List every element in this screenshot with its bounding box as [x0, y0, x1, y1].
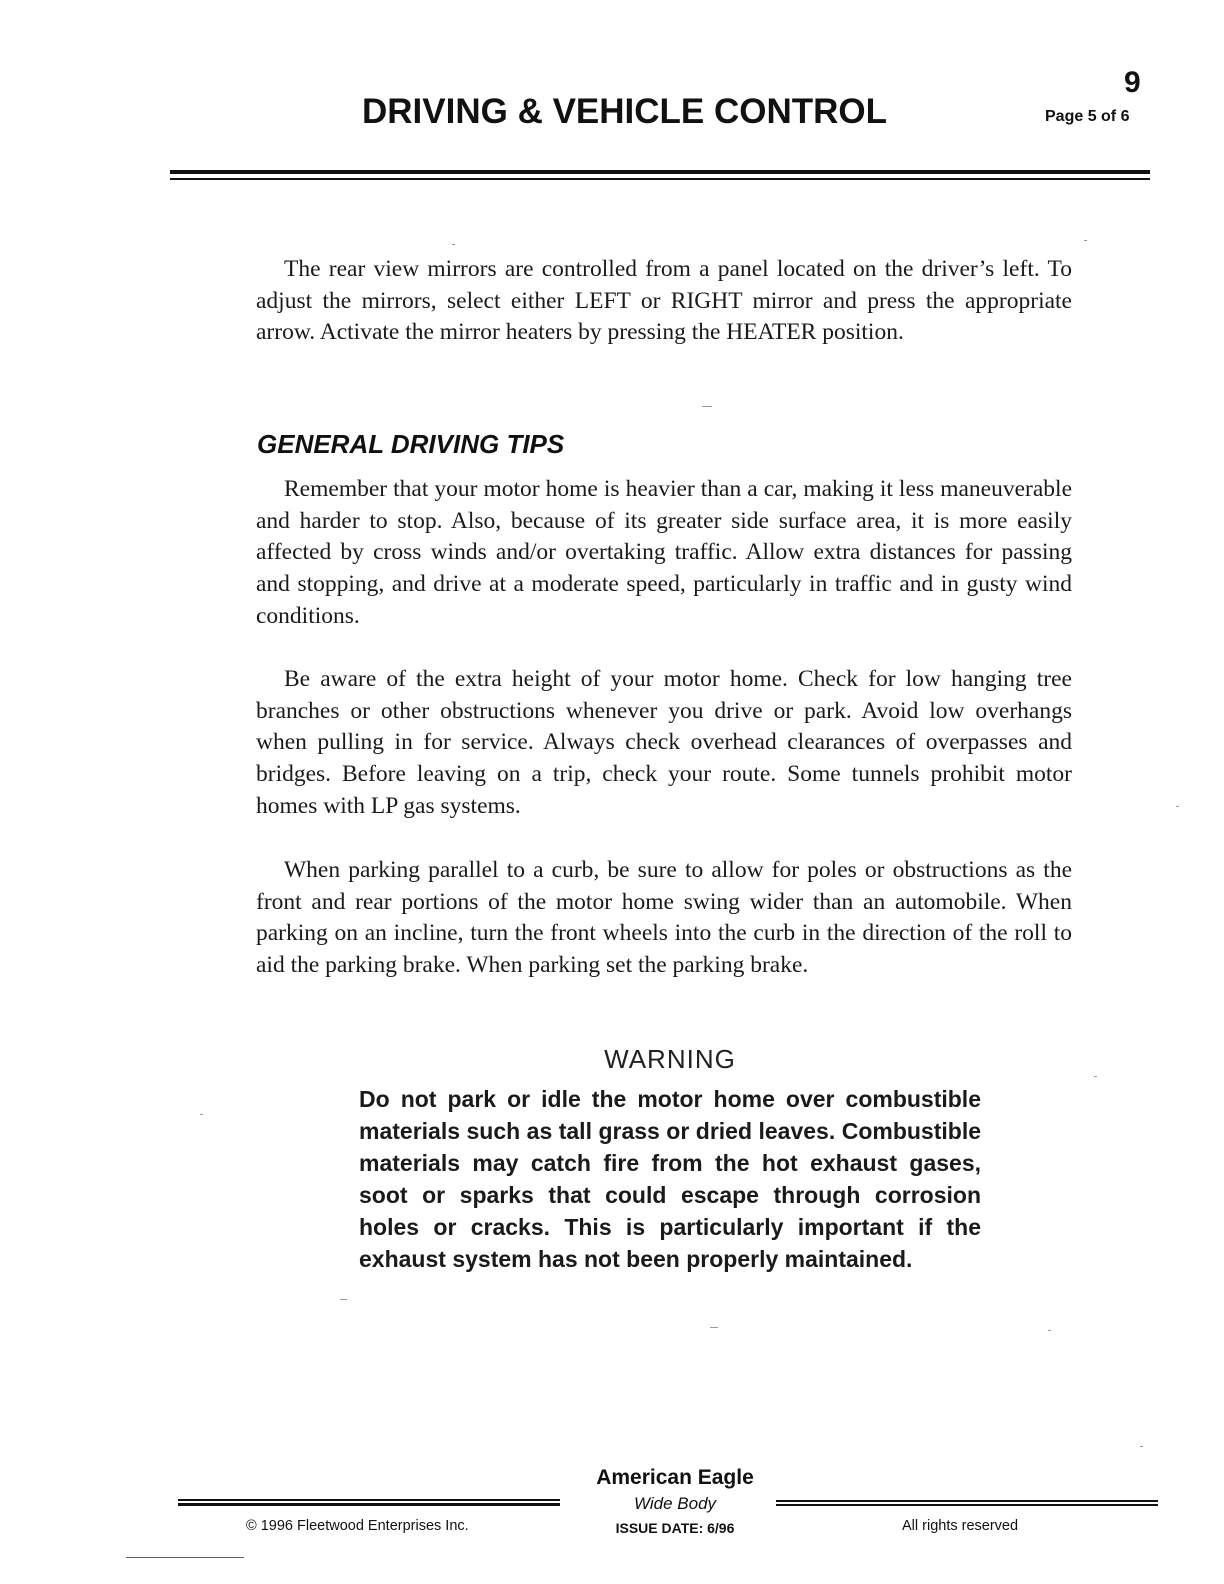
scan-speck: [340, 1299, 347, 1300]
header-rule-thin: [170, 178, 1150, 180]
scan-speck: [702, 406, 712, 407]
scan-speck: [452, 244, 455, 245]
footer-rule-left: [178, 1499, 560, 1501]
paragraph: Remember that your motor home is heavier than a car, making it less maneuverable and harder to stop. Also, because of its greater side surface area, it is more easily affected by cross winds and/or overtaking traffic. Allow extra distances for passing and stopping, and drive at a moderate speed, particularly in traffic and in gusty wind conditions.: [256, 476, 1072, 629]
section-heading: GENERAL DRIVING TIPS: [257, 429, 565, 459]
page-indicator: Page 5 of 6: [1045, 108, 1130, 125]
scan-speck: [1084, 240, 1087, 241]
scan-speck: [1094, 1076, 1097, 1077]
footer-rule-left-thick: [178, 1503, 560, 1506]
footer-issue-date: ISSUE DATE: 6/96: [615, 1520, 735, 1536]
intro-paragraph: The rear view mirrors are controlled from a panel located on the driver’s left. To adjust the mirrors, select either LEFT or RIGHT mirror and press the appropriate arrow. Activate the mirror heaters by pressing the HEATER position.: [256, 256, 1072, 346]
scan-artifact-line: [126, 1557, 244, 1558]
footer-model: Wide Body: [633, 1494, 717, 1513]
footer-rights: All rights reserved: [902, 1518, 1019, 1534]
warning-title: WARNING: [604, 1044, 736, 1074]
footer-copyright: © 1996 Fleetwood Enterprises Inc.: [246, 1518, 469, 1534]
warning-text: Do not park or idle the motor home over combustible materials such as tall grass or dried leaves. Combustible materials may catch fire from the hot exhaust gases, soot or sparks that could escape through corrosion holes or cracks. This is particularly important if the exhaust system has not been properly maintained.: [359, 1086, 981, 1272]
footer-rule-right: [776, 1500, 1158, 1502]
paragraph: When parking parallel to a curb, be sure to allow for poles or obstructions as the front and rear portions of the motor home swing wider than an automobile. When parking on an incline, turn the front wheels into the curb in the direction of the roll to aid the parking brake. When parking set the parking brake.: [256, 857, 1072, 979]
page-title: DRIVING & VEHICLE CONTROL: [362, 92, 888, 131]
paragraph: Be aware of the extra height of your motor home. Check for low hanging tree branches or other obstructions whenever you drive or park. Avoid low overhangs when pulling in for service. Always check overhead clearances of overpasses and bridges. Before leaving on a trip, check your route. Some tunnels prohibit motor homes with LP gas systems.: [256, 666, 1072, 819]
scan-speck: [1048, 1330, 1051, 1331]
scan-speck: [1140, 1446, 1143, 1447]
footer-rule-right-second: [776, 1504, 1158, 1506]
scan-speck: [710, 1327, 718, 1328]
footer-brand: American Eagle: [596, 1466, 754, 1489]
scan-speck: [1176, 806, 1179, 807]
scan-speck: [200, 1114, 203, 1115]
chapter-number: 9: [1124, 66, 1141, 99]
header-rule-thick: [170, 170, 1150, 174]
